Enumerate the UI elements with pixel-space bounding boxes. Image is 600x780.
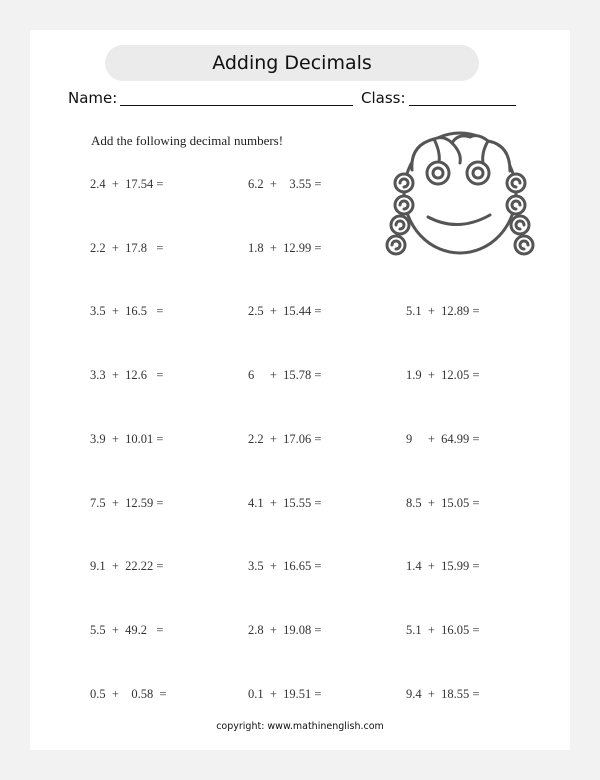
name-label: Name: xyxy=(68,89,118,107)
problem-item: 2.2 + 17.06 = xyxy=(248,432,322,446)
smiley-face-icon xyxy=(382,125,538,258)
problem-item: 0.1 + 19.51 = xyxy=(248,687,322,701)
problem-item: 3.9 + 10.01 = xyxy=(90,432,164,446)
problem-item: 6 + 15.78 = xyxy=(248,368,322,382)
problem-item: 3.5 + 16.65 = xyxy=(248,559,322,573)
problem-item: 0.5 + 0.58 = xyxy=(90,687,167,701)
problem-item: 9.4 + 18.55 = xyxy=(406,687,480,701)
problem-item: 4.1 + 15.55 = xyxy=(248,496,322,510)
problem-item: 1.4 + 15.99 = xyxy=(406,559,480,573)
problem-item: 1.8 + 12.99 = xyxy=(248,241,322,255)
problem-item: 8.5 + 15.05 = xyxy=(406,496,480,510)
problem-item: 2.4 + 17.54 = xyxy=(90,177,164,191)
problem-item: 1.9 + 12.05 = xyxy=(406,368,480,382)
problem-item: 9 + 64.99 = xyxy=(406,432,480,446)
problem-item: 2.5 + 15.44 = xyxy=(248,304,322,318)
problem-item: 2.8 + 19.08 = xyxy=(248,623,322,637)
problem-item: 5.1 + 12.89 = xyxy=(406,304,480,318)
problem-item: 9.1 + 22.22 = xyxy=(90,559,164,573)
worksheet-page xyxy=(30,30,570,750)
instructions: Add the following decimal numbers! xyxy=(91,133,284,148)
class-line xyxy=(409,105,516,106)
problem-item: 3.5 + 16.5 = xyxy=(90,304,164,318)
problem-item: 6.2 + 3.55 = xyxy=(248,177,322,191)
copyright-footer: copyright: www.mathinenglish.com xyxy=(216,721,384,732)
page-title: Adding Decimals xyxy=(105,45,479,81)
name-line xyxy=(120,105,353,106)
problem-item: 3.3 + 12.6 = xyxy=(90,368,164,382)
problem-item: 5.5 + 49.2 = xyxy=(90,623,164,637)
problem-item: 5.1 + 16.05 = xyxy=(406,623,480,637)
problem-item: 7.5 + 12.59 = xyxy=(90,496,164,510)
problem-item: 2.2 + 17.8 = xyxy=(90,241,164,255)
class-label: Class: xyxy=(361,89,406,107)
